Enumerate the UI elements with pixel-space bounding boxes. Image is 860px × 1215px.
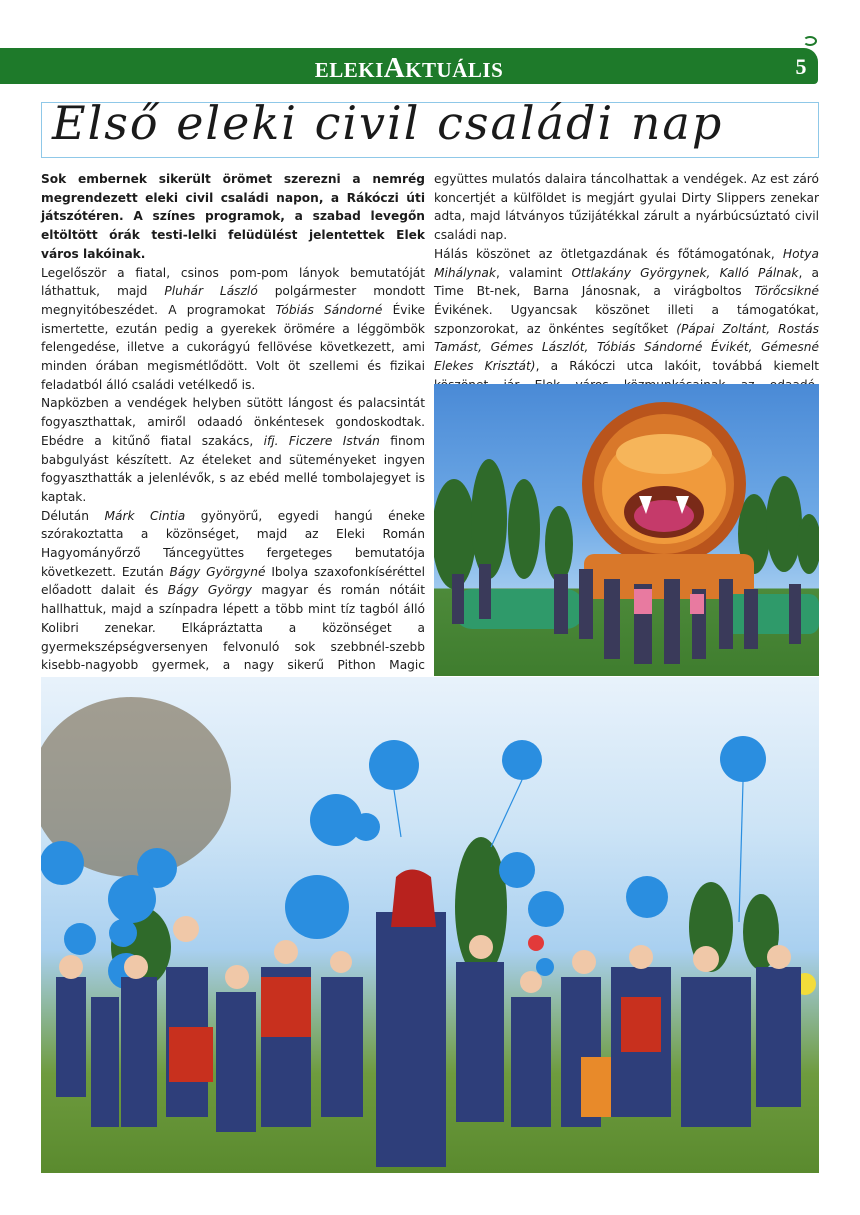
text-run: , a Rákóczi utca lakóit, továbbá kiemelt [535, 359, 819, 374]
text-run: Évikének. Ugyancsak köszönet illeti a támogatókat, szponzorokat, az önkéntes segítőket [434, 302, 819, 336]
text-run: Délután [41, 508, 105, 523]
text-run: polgármester mondott megnyitóbeszédet. A programokat [41, 284, 426, 317]
paragraph-4: együttes mulatós dalaira táncolhattak a vendégek. Az est záró koncertjét a külföldet is megjárt gyulai Dirty Slippers zenekar adta, majd látványos tűzijátékkal zárult a nyárbúcsúztató civil családi nap. [434, 172, 819, 243]
section-prefix: ELEKI [314, 58, 384, 82]
bouncy-castle-illustration [434, 384, 819, 676]
section-big-letter: A [383, 52, 406, 84]
page-number: 5 [795, 54, 807, 79]
text-run: Évike ismertette, ezután pedig a gyerekek örömére a léggömbök felengedése, illetve a cukorágyú fellövése következett, ami minden órában megismétlődött. Volt öt szellemi és fizikai feladatból álló családi vetélkedő is. [41, 302, 425, 392]
person-name: Ottlakány Györgynek, Kalló Pálnak [571, 265, 799, 280]
person-name: Hotya Mihálynak [434, 246, 819, 280]
person-name: Törőcsikné [754, 284, 819, 299]
article-title: Első eleki civil családi nap [52, 96, 724, 150]
person-name: Bágy György [167, 583, 252, 598]
paragraph-2 [41, 394, 425, 506]
text-run: finom babgulyást készített. Az ételeket and süteményeket ingyen fogyaszthatták a jelenlévők, s az ebéd mellé tombolajegyet is kaptak. [41, 433, 426, 504]
person-name: Pluhár László [164, 284, 258, 299]
bouncy-castle-photo [434, 384, 819, 676]
balloon-release-illustration [41, 677, 819, 1173]
lead-paragraph: Sok embernek sikerült örömet szerezni a nemrég megrendezett eleki civil családi napon, a Rákóczi úti játszótéren. A színes programok, a szabad levegőn eltöltött órák testi-lelki felüdülést jelentettek Elek város lakóinak. [41, 172, 425, 261]
text-run: Napközben a vendégek helyben sütött lángost és palacsintát fogyaszthattak, amiről odaadó önkéntesek gondoskodtak. Ebédre a kitűnő fiatal szakács, [41, 396, 425, 448]
text-run: magyar és román nótáit hallhattuk, majd a színpadra lépett a több mint tíz tagból álló Kolibri zenekar. Elkápráztatta a közönséget a gyermekszépségversenyen felvonuló sok szebbnél-szebb kisebb-nagyobb gyermek, a nagy sikerű Pithon Magic [41, 583, 425, 673]
paragraph-1 [41, 264, 425, 395]
helper-names: (Pápai Zoltánt, Rostás Tamást, Gémes Lászlót, Tóbiás Sándorné Évikét, Gémesné Elekes Krisztát) [434, 321, 819, 374]
text-run: Legelőször a fiatal, csinos pom-pom lányok bemutatóját láthattuk, majd [41, 265, 425, 299]
section-title [0, 52, 818, 85]
text-run: , valamint [495, 265, 572, 280]
person-name: Márk Cintia [104, 508, 186, 523]
section-rest: KTUÁLIS [405, 58, 504, 82]
text-run: Hálás köszönet az ötletgazdának és főtámogatónak, [434, 246, 783, 261]
balloon-release-photo [41, 677, 819, 1173]
text-run: Ibolya szaxofonkíséréttel előadott dalait és [41, 564, 425, 598]
person-name: ifj. Ficzere István [263, 433, 380, 448]
swirl-ornament-icon [803, 36, 817, 46]
person-name: Bágy Györgyné [169, 564, 266, 579]
text-run: gyönyörű, egyedi hangú éneke szórakoztatta a közönséget, majd az Eleki Román Hagyományőrző Táncegyüttes fergeteges bemutatója következett. Ezután [41, 508, 425, 579]
person-name: Tóbiás Sándorné [275, 302, 383, 317]
text-run: , a Time Bt-nek, Barna Jánosnak, a virágboltos [434, 265, 819, 299]
